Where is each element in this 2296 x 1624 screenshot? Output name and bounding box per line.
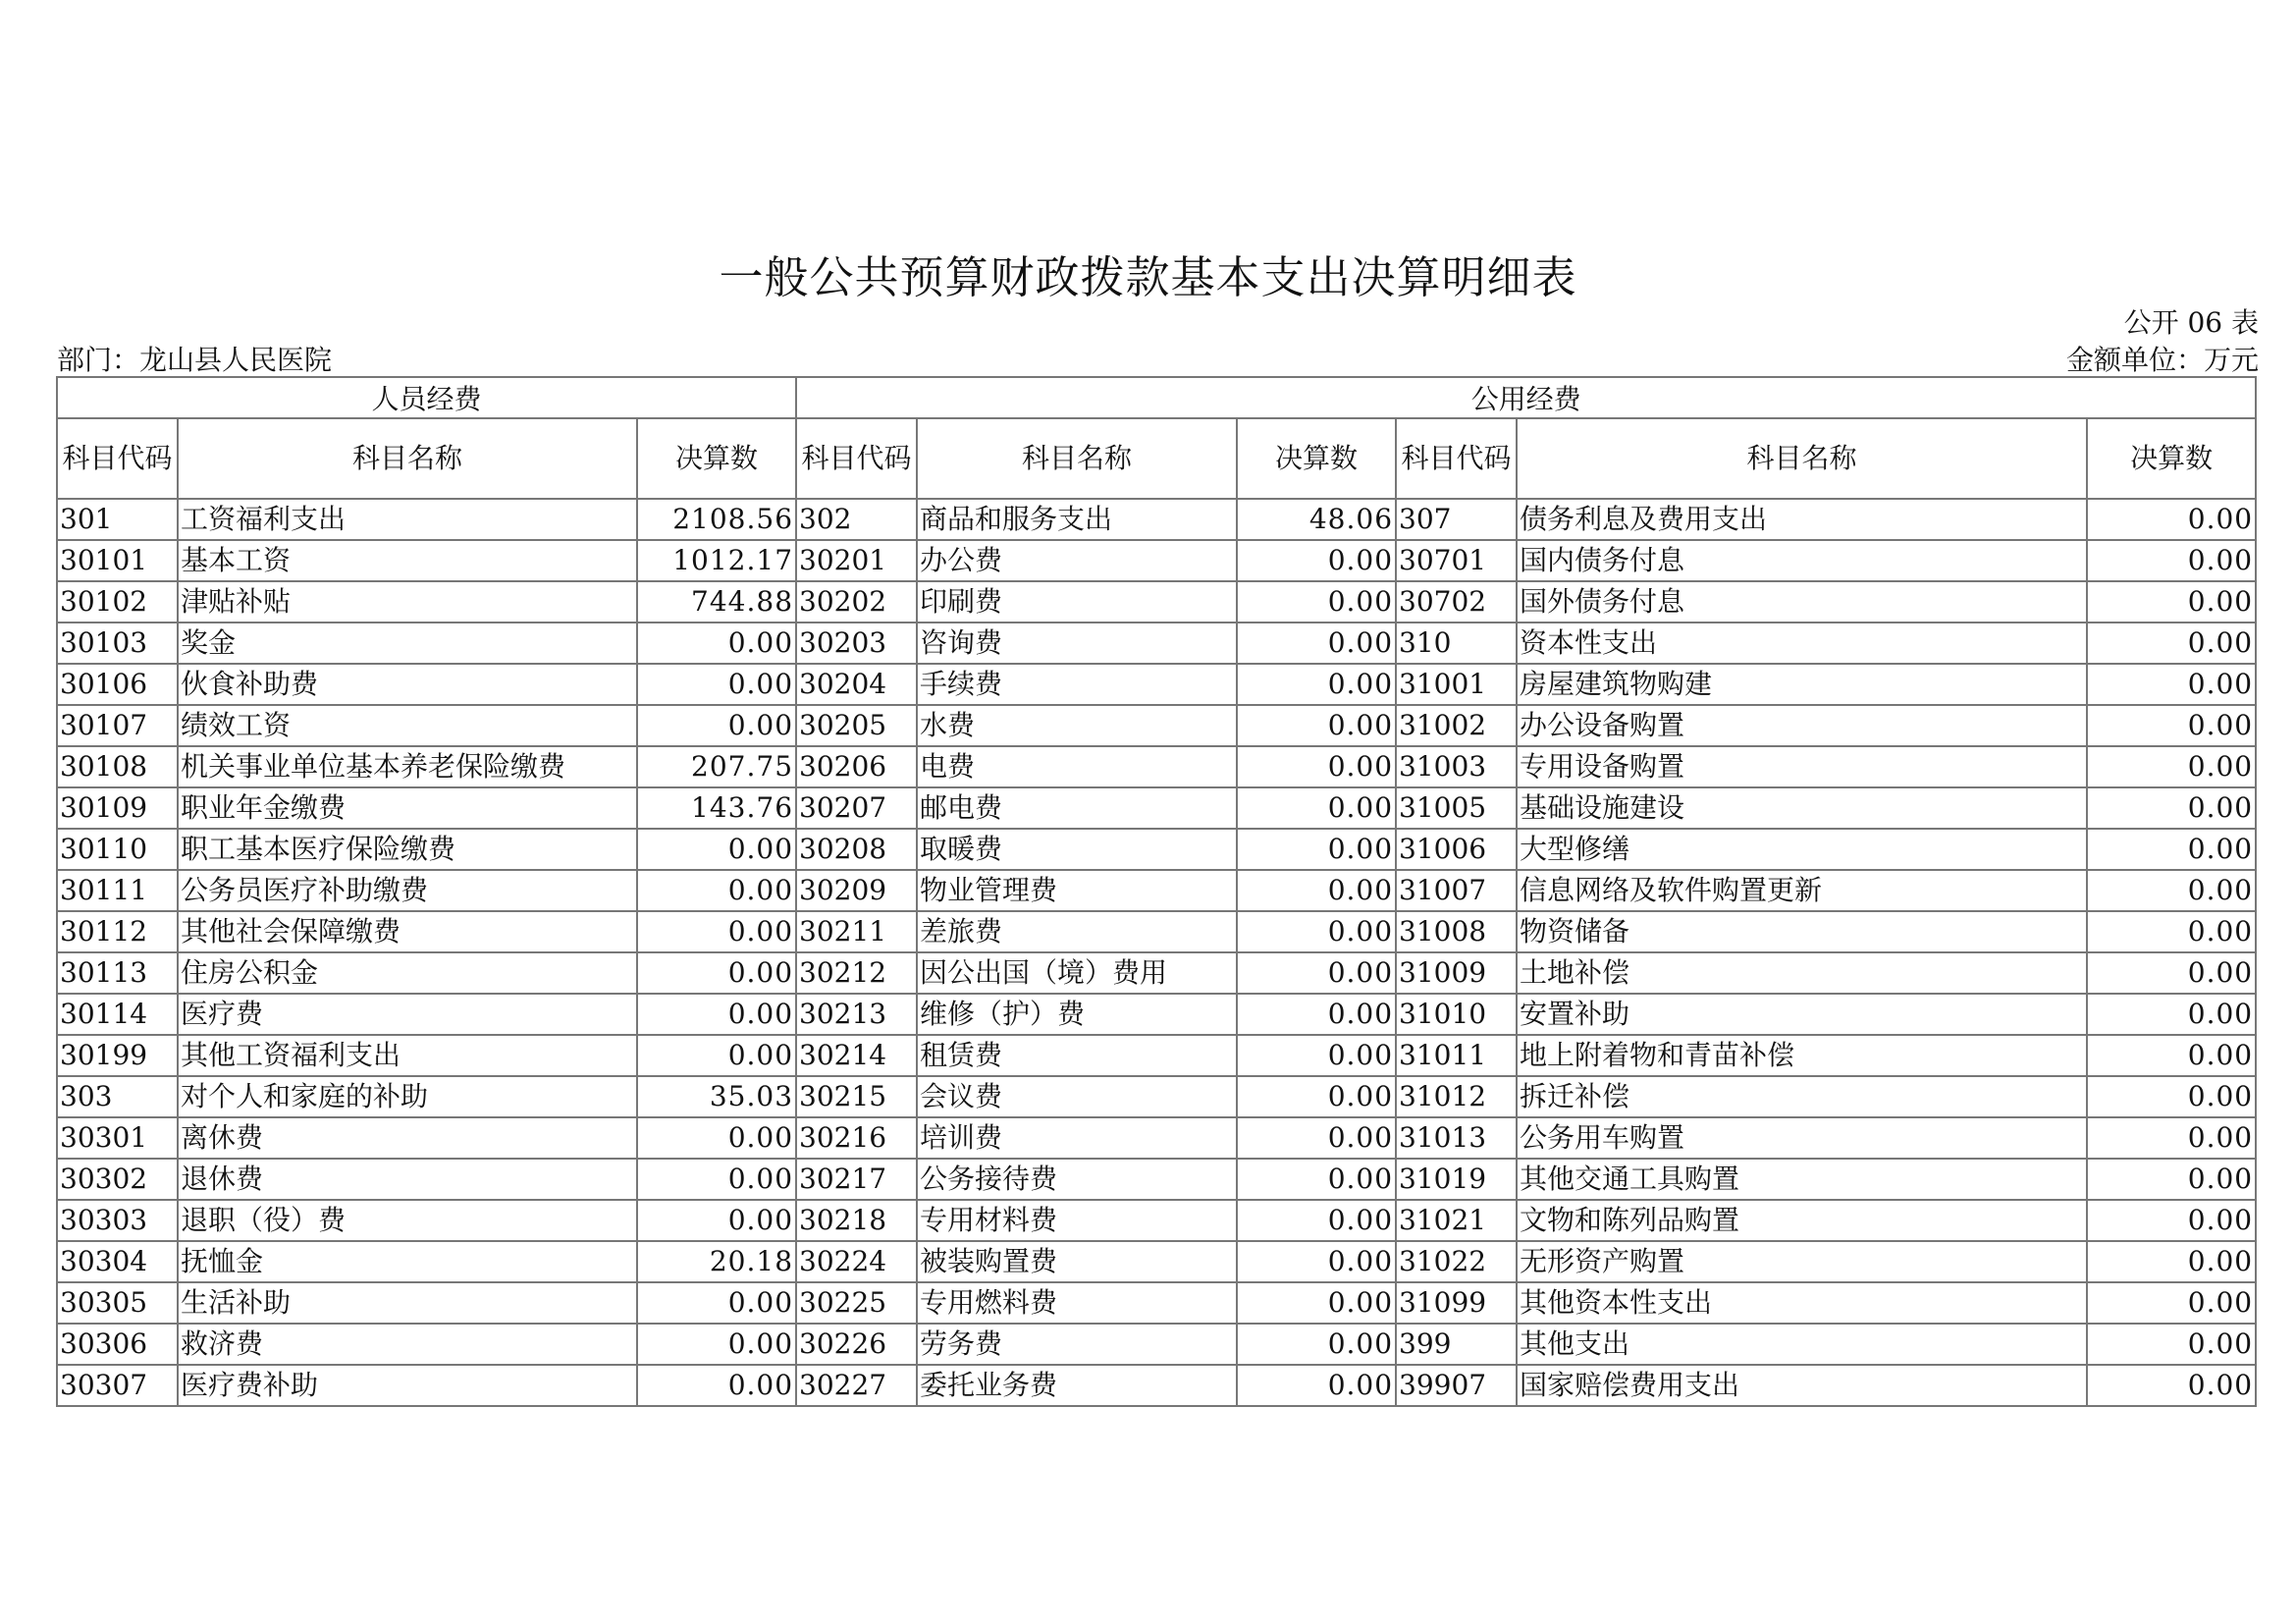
group-header-personnel: 人员经费 — [57, 377, 796, 418]
item-code: 30103 — [57, 623, 178, 664]
table-row — [57, 581, 2256, 623]
item-code: 302 — [796, 499, 917, 540]
item-code: 307 — [1396, 499, 1517, 540]
item-code: 30110 — [57, 829, 178, 870]
item-name: 医疗费补助 — [178, 1365, 637, 1406]
item-code: 39907 — [1396, 1365, 1517, 1406]
item-code: 31021 — [1396, 1200, 1517, 1241]
item-amount: 0.00 — [2087, 952, 2256, 994]
item-amount: 0.00 — [2087, 1365, 2256, 1406]
item-amount: 0.00 — [1237, 1365, 1396, 1406]
item-code: 31099 — [1396, 1282, 1517, 1324]
item-amount: 48.06 — [1237, 499, 1396, 540]
item-code: 30702 — [1396, 581, 1517, 623]
expenditure-table — [56, 376, 2257, 1407]
item-code: 30209 — [796, 870, 917, 911]
item-amount: 0.00 — [2087, 1035, 2256, 1076]
item-amount: 1012.17 — [637, 540, 796, 581]
item-amount: 0.00 — [2087, 1324, 2256, 1365]
item-amount: 0.00 — [2087, 1117, 2256, 1159]
item-code: 30113 — [57, 952, 178, 994]
item-name: 其他支出 — [1517, 1324, 2087, 1365]
item-code: 30114 — [57, 994, 178, 1035]
item-amount: 0.00 — [1237, 870, 1396, 911]
item-code: 31019 — [1396, 1159, 1517, 1200]
item-code: 30224 — [796, 1241, 917, 1282]
table-row — [57, 1117, 2256, 1159]
item-name: 物资储备 — [1517, 911, 2087, 952]
item-name: 机关事业单位基本养老保险缴费 — [178, 746, 637, 787]
item-name: 抚恤金 — [178, 1241, 637, 1282]
item-amount: 0.00 — [2087, 499, 2256, 540]
item-name: 职业年金缴费 — [178, 787, 637, 829]
table-row — [57, 705, 2256, 746]
item-name: 会议费 — [917, 1076, 1237, 1117]
item-amount: 207.75 — [637, 746, 796, 787]
item-name: 公务用车购置 — [1517, 1117, 2087, 1159]
item-amount: 0.00 — [1237, 746, 1396, 787]
item-amount: 0.00 — [2087, 1282, 2256, 1324]
item-name: 国家赔偿费用支出 — [1517, 1365, 2087, 1406]
item-code: 31013 — [1396, 1117, 1517, 1159]
item-name: 住房公积金 — [178, 952, 637, 994]
item-name: 被装购置费 — [917, 1241, 1237, 1282]
item-name: 生活补助 — [178, 1282, 637, 1324]
item-name: 物业管理费 — [917, 870, 1237, 911]
item-amount: 744.88 — [637, 581, 796, 623]
table-row — [57, 1324, 2256, 1365]
item-amount: 0.00 — [1237, 1282, 1396, 1324]
item-amount: 0.00 — [1237, 664, 1396, 705]
table-row — [57, 1159, 2256, 1200]
item-name: 土地补偿 — [1517, 952, 2087, 994]
item-amount: 0.00 — [637, 1324, 796, 1365]
item-code: 31012 — [1396, 1076, 1517, 1117]
column-header-name: 科目名称 — [1517, 418, 2087, 499]
item-code: 30218 — [796, 1200, 917, 1241]
item-amount: 0.00 — [1237, 829, 1396, 870]
item-name: 基础设施建设 — [1517, 787, 2087, 829]
item-amount: 0.00 — [1237, 787, 1396, 829]
item-amount: 0.00 — [2087, 829, 2256, 870]
item-code: 30305 — [57, 1282, 178, 1324]
item-code: 30213 — [796, 994, 917, 1035]
column-header-code: 科目代码 — [57, 418, 178, 499]
item-code: 30302 — [57, 1159, 178, 1200]
item-name: 专用材料费 — [917, 1200, 1237, 1241]
item-name: 国内债务付息 — [1517, 540, 2087, 581]
item-amount: 0.00 — [637, 1282, 796, 1324]
page-title: 一般公共预算财政拨款基本支出决算明细表 — [719, 251, 1577, 303]
column-header-amount: 决算数 — [2087, 418, 2256, 499]
item-name: 取暖费 — [917, 829, 1237, 870]
item-name: 劳务费 — [917, 1324, 1237, 1365]
column-header-code: 科目代码 — [1396, 418, 1517, 499]
item-amount: 0.00 — [2087, 581, 2256, 623]
item-code: 301 — [57, 499, 178, 540]
item-name: 差旅费 — [917, 911, 1237, 952]
item-code: 30206 — [796, 746, 917, 787]
item-amount: 0.00 — [2087, 994, 2256, 1035]
item-code: 30202 — [796, 581, 917, 623]
item-name: 租赁费 — [917, 1035, 1237, 1076]
table-row — [57, 746, 2256, 787]
item-code: 30701 — [1396, 540, 1517, 581]
table-row — [57, 787, 2256, 829]
item-amount: 0.00 — [637, 664, 796, 705]
item-amount: 0.00 — [2087, 705, 2256, 746]
item-amount: 0.00 — [1237, 540, 1396, 581]
item-name: 基本工资 — [178, 540, 637, 581]
item-code: 30204 — [796, 664, 917, 705]
item-code: 30207 — [796, 787, 917, 829]
item-amount: 0.00 — [2087, 911, 2256, 952]
item-name: 拆迁补偿 — [1517, 1076, 2087, 1117]
item-code: 30306 — [57, 1324, 178, 1365]
item-amount: 0.00 — [2087, 664, 2256, 705]
item-code: 30208 — [796, 829, 917, 870]
item-name: 水费 — [917, 705, 1237, 746]
table-row — [57, 664, 2256, 705]
item-amount: 0.00 — [2087, 746, 2256, 787]
table-row — [57, 911, 2256, 952]
table-row — [57, 1076, 2256, 1117]
item-code: 30301 — [57, 1117, 178, 1159]
item-code: 30106 — [57, 664, 178, 705]
item-amount: 0.00 — [1237, 911, 1396, 952]
item-amount: 0.00 — [637, 994, 796, 1035]
item-code: 399 — [1396, 1324, 1517, 1365]
item-amount: 0.00 — [1237, 1035, 1396, 1076]
item-name: 公务员医疗补助缴费 — [178, 870, 637, 911]
item-amount: 0.00 — [1237, 952, 1396, 994]
table-row — [57, 1241, 2256, 1282]
item-name: 其他工资福利支出 — [178, 1035, 637, 1076]
item-amount: 0.00 — [1237, 1076, 1396, 1117]
column-header-amount: 决算数 — [637, 418, 796, 499]
item-code: 31008 — [1396, 911, 1517, 952]
item-name: 邮电费 — [917, 787, 1237, 829]
item-code: 303 — [57, 1076, 178, 1117]
item-name: 离休费 — [178, 1117, 637, 1159]
item-name: 债务利息及费用支出 — [1517, 499, 2087, 540]
item-amount: 0.00 — [637, 1035, 796, 1076]
item-name: 商品和服务支出 — [917, 499, 1237, 540]
item-code: 30215 — [796, 1076, 917, 1117]
item-code: 31011 — [1396, 1035, 1517, 1076]
item-name: 地上附着物和青苗补偿 — [1517, 1035, 2087, 1076]
department-label: 部门：龙山县人民医院 — [57, 344, 333, 376]
item-name: 国外债务付息 — [1517, 581, 2087, 623]
item-amount: 0.00 — [1237, 623, 1396, 664]
item-name: 绩效工资 — [178, 705, 637, 746]
item-code: 31006 — [1396, 829, 1517, 870]
item-name: 其他资本性支出 — [1517, 1282, 2087, 1324]
item-name: 退职（役）费 — [178, 1200, 637, 1241]
table-row — [57, 540, 2256, 581]
item-amount: 0.00 — [637, 1117, 796, 1159]
item-name: 手续费 — [917, 664, 1237, 705]
item-name: 救济费 — [178, 1324, 637, 1365]
item-code: 30111 — [57, 870, 178, 911]
item-code: 30212 — [796, 952, 917, 994]
item-name: 大型修缮 — [1517, 829, 2087, 870]
item-amount: 2108.56 — [637, 499, 796, 540]
item-code: 31022 — [1396, 1241, 1517, 1282]
item-name: 安置补助 — [1517, 994, 2087, 1035]
item-name: 对个人和家庭的补助 — [178, 1076, 637, 1117]
item-name: 退休费 — [178, 1159, 637, 1200]
item-code: 30225 — [796, 1282, 917, 1324]
item-code: 30108 — [57, 746, 178, 787]
item-code: 30203 — [796, 623, 917, 664]
item-name: 伙食补助费 — [178, 664, 637, 705]
item-code: 30112 — [57, 911, 178, 952]
item-name: 津贴补贴 — [178, 581, 637, 623]
item-amount: 20.18 — [637, 1241, 796, 1282]
item-name: 专用燃料费 — [917, 1282, 1237, 1324]
item-amount: 0.00 — [637, 623, 796, 664]
item-amount: 0.00 — [2087, 1200, 2256, 1241]
table-row — [57, 952, 2256, 994]
table-row — [57, 1035, 2256, 1076]
item-code: 310 — [1396, 623, 1517, 664]
item-code: 30101 — [57, 540, 178, 581]
item-code: 30216 — [796, 1117, 917, 1159]
item-name: 培训费 — [917, 1117, 1237, 1159]
table-row — [57, 870, 2256, 911]
table-row — [57, 499, 2256, 540]
item-code: 30199 — [57, 1035, 178, 1076]
item-name: 其他社会保障缴费 — [178, 911, 637, 952]
item-code: 31007 — [1396, 870, 1517, 911]
item-name: 其他交通工具购置 — [1517, 1159, 2087, 1200]
item-code: 30205 — [796, 705, 917, 746]
item-name: 电费 — [917, 746, 1237, 787]
column-header-amount: 决算数 — [1237, 418, 1396, 499]
item-amount: 0.00 — [1237, 1200, 1396, 1241]
item-amount: 0.00 — [2087, 787, 2256, 829]
item-amount: 0.00 — [637, 952, 796, 994]
item-amount: 0.00 — [637, 911, 796, 952]
item-code: 30102 — [57, 581, 178, 623]
item-name: 印刷费 — [917, 581, 1237, 623]
item-name: 文物和陈列品购置 — [1517, 1200, 2087, 1241]
table-row — [57, 1365, 2256, 1406]
item-amount: 0.00 — [637, 1159, 796, 1200]
item-name: 因公出国（境）费用 — [917, 952, 1237, 994]
table-row — [57, 994, 2256, 1035]
table-row — [57, 829, 2256, 870]
item-name: 专用设备购置 — [1517, 746, 2087, 787]
item-code: 30217 — [796, 1159, 917, 1200]
item-amount: 0.00 — [2087, 540, 2256, 581]
item-code: 31003 — [1396, 746, 1517, 787]
item-code: 30201 — [796, 540, 917, 581]
item-amount: 0.00 — [637, 705, 796, 746]
item-name: 办公设备购置 — [1517, 705, 2087, 746]
column-header-code: 科目代码 — [796, 418, 917, 499]
item-code: 30109 — [57, 787, 178, 829]
item-amount: 0.00 — [1237, 581, 1396, 623]
column-header-name: 科目名称 — [917, 418, 1237, 499]
item-code: 30107 — [57, 705, 178, 746]
item-amount: 0.00 — [1237, 1324, 1396, 1365]
item-code: 31010 — [1396, 994, 1517, 1035]
item-amount: 0.00 — [2087, 623, 2256, 664]
item-amount: 0.00 — [2087, 1241, 2256, 1282]
table-row — [57, 623, 2256, 664]
item-name: 房屋建筑物购建 — [1517, 664, 2087, 705]
item-name: 公务接待费 — [917, 1159, 1237, 1200]
table-body — [57, 499, 2256, 1406]
table-row — [57, 1200, 2256, 1241]
item-code: 30226 — [796, 1324, 917, 1365]
item-amount: 0.00 — [637, 870, 796, 911]
item-code: 30214 — [796, 1035, 917, 1076]
item-code: 30304 — [57, 1241, 178, 1282]
item-code: 30303 — [57, 1200, 178, 1241]
item-name: 资本性支出 — [1517, 623, 2087, 664]
item-amount: 0.00 — [1237, 1159, 1396, 1200]
item-amount: 0.00 — [2087, 1159, 2256, 1200]
item-amount: 35.03 — [637, 1076, 796, 1117]
item-code: 31001 — [1396, 664, 1517, 705]
item-amount: 0.00 — [2087, 1076, 2256, 1117]
item-amount: 0.00 — [1237, 705, 1396, 746]
item-name: 委托业务费 — [917, 1365, 1237, 1406]
item-code: 31009 — [1396, 952, 1517, 994]
column-header-name: 科目名称 — [178, 418, 637, 499]
item-name: 工资福利支出 — [178, 499, 637, 540]
item-name: 无形资产购置 — [1517, 1241, 2087, 1282]
item-code: 31002 — [1396, 705, 1517, 746]
item-amount: 0.00 — [1237, 1117, 1396, 1159]
item-amount: 0.00 — [1237, 1241, 1396, 1282]
item-code: 30307 — [57, 1365, 178, 1406]
item-name: 咨询费 — [917, 623, 1237, 664]
item-amount: 0.00 — [637, 829, 796, 870]
item-amount: 0.00 — [637, 1365, 796, 1406]
group-header-public: 公用经费 — [796, 377, 2256, 418]
item-code: 30227 — [796, 1365, 917, 1406]
item-code: 31005 — [1396, 787, 1517, 829]
item-amount: 0.00 — [637, 1200, 796, 1241]
item-name: 职工基本医疗保险缴费 — [178, 829, 637, 870]
item-name: 医疗费 — [178, 994, 637, 1035]
item-amount: 0.00 — [2087, 870, 2256, 911]
item-name: 奖金 — [178, 623, 637, 664]
item-name: 维修（护）费 — [917, 994, 1237, 1035]
form-number: 公开 06 表 — [2123, 306, 2259, 339]
item-code: 30211 — [796, 911, 917, 952]
item-name: 信息网络及软件购置更新 — [1517, 870, 2087, 911]
item-amount: 0.00 — [1237, 994, 1396, 1035]
amount-unit-label: 金额单位：万元 — [2065, 344, 2259, 376]
table-row — [57, 1282, 2256, 1324]
item-name: 办公费 — [917, 540, 1237, 581]
item-amount: 143.76 — [637, 787, 796, 829]
